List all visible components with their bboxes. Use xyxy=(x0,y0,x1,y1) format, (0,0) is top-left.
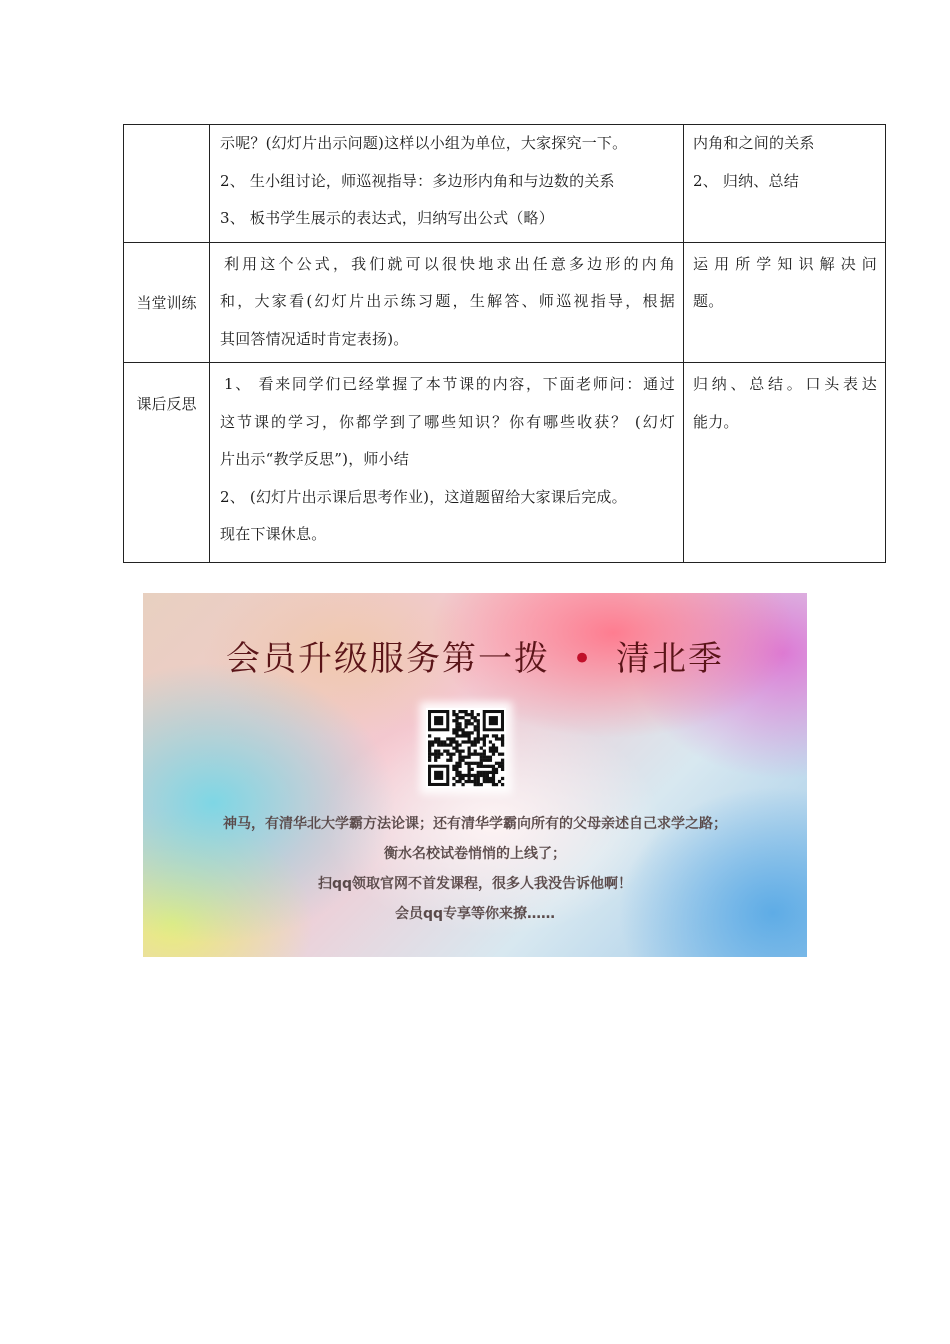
table-row xyxy=(124,242,886,363)
goal-line: 运用所学知识解决问 xyxy=(693,254,877,273)
goal-cell xyxy=(684,363,886,563)
banner-title-left: 会员升级服务第一拨 xyxy=(225,639,550,679)
goal-line: 能力。 xyxy=(693,412,739,431)
table-row xyxy=(124,125,886,243)
activity-line: 2、 生小组讨论，师巡视指导：多边形内角和与边数的关系 xyxy=(220,171,615,190)
activity-cell xyxy=(210,125,684,243)
goal-line: 内角和之间的关系 xyxy=(693,134,815,152)
activity-line: 2、 (幻灯片出示课后思考作业)，这道题留给大家课后完成。 xyxy=(220,487,627,506)
activity-line: 现在下课休息。 xyxy=(220,525,327,543)
activity-line: 片出示“教学反思”)，师小结 xyxy=(220,450,409,468)
activity-line: 其回答情况适时肯定表扬)。 xyxy=(220,329,409,348)
goal-line: 题。 xyxy=(693,292,724,310)
banner-line: 扫qq领取官网不首发课程，很多人我没告诉他啊！ xyxy=(317,876,633,892)
banner-line: 会员qq专享等你来撩…… xyxy=(394,906,556,922)
qr-code-icon[interactable] xyxy=(426,708,506,788)
activity-line: 3、 板书学生展示的表达式，归纳写出公式（略） xyxy=(220,209,554,227)
activity-cell xyxy=(210,363,684,563)
banner-title xyxy=(143,631,807,680)
banner-line: 神马，有清华北大学霸方法论课；还有清华学霸向所有的父母亲述自己求学之路； xyxy=(223,816,727,832)
activity-line: 利用这个公式，我们就可以很快地求出任意多边形的内角 xyxy=(224,254,675,273)
lesson-plan-table xyxy=(123,124,886,563)
goal-line: 2、 归纳、总结 xyxy=(693,171,799,190)
stage-label: 课后反思 xyxy=(136,395,197,413)
goal-cell xyxy=(684,242,886,363)
banner-title-separator: • xyxy=(571,639,595,679)
table-row xyxy=(124,363,886,563)
stage-cell xyxy=(124,363,210,563)
activity-line: 示呢？(幻灯片出示问题)这样以小组为单位，大家探究一下。 xyxy=(220,134,628,152)
stage-cell xyxy=(124,125,210,243)
stage-cell xyxy=(124,242,210,363)
activity-line: 这节课的学习，你都学到了哪些知识？你有哪些收获？ (幻灯 xyxy=(220,412,675,431)
goal-line: 归纳、总结。口头表达 xyxy=(693,375,877,393)
goal-cell xyxy=(684,125,886,243)
activity-line: 和，大家看(幻灯片出示练习题，生解答、师巡视指导，根据 xyxy=(220,292,675,310)
activity-cell xyxy=(210,242,684,363)
stage-label: 当堂训练 xyxy=(136,293,197,312)
promo-banner xyxy=(143,593,807,957)
banner-text-block xyxy=(143,809,807,929)
banner-title-right: 清北季 xyxy=(616,639,725,679)
activity-line: 1、 看来同学们已经掌握了本节课的内容，下面老师问：通过 xyxy=(224,375,675,393)
banner-line: 衡水名校试卷悄悄的上线了； xyxy=(384,846,566,862)
